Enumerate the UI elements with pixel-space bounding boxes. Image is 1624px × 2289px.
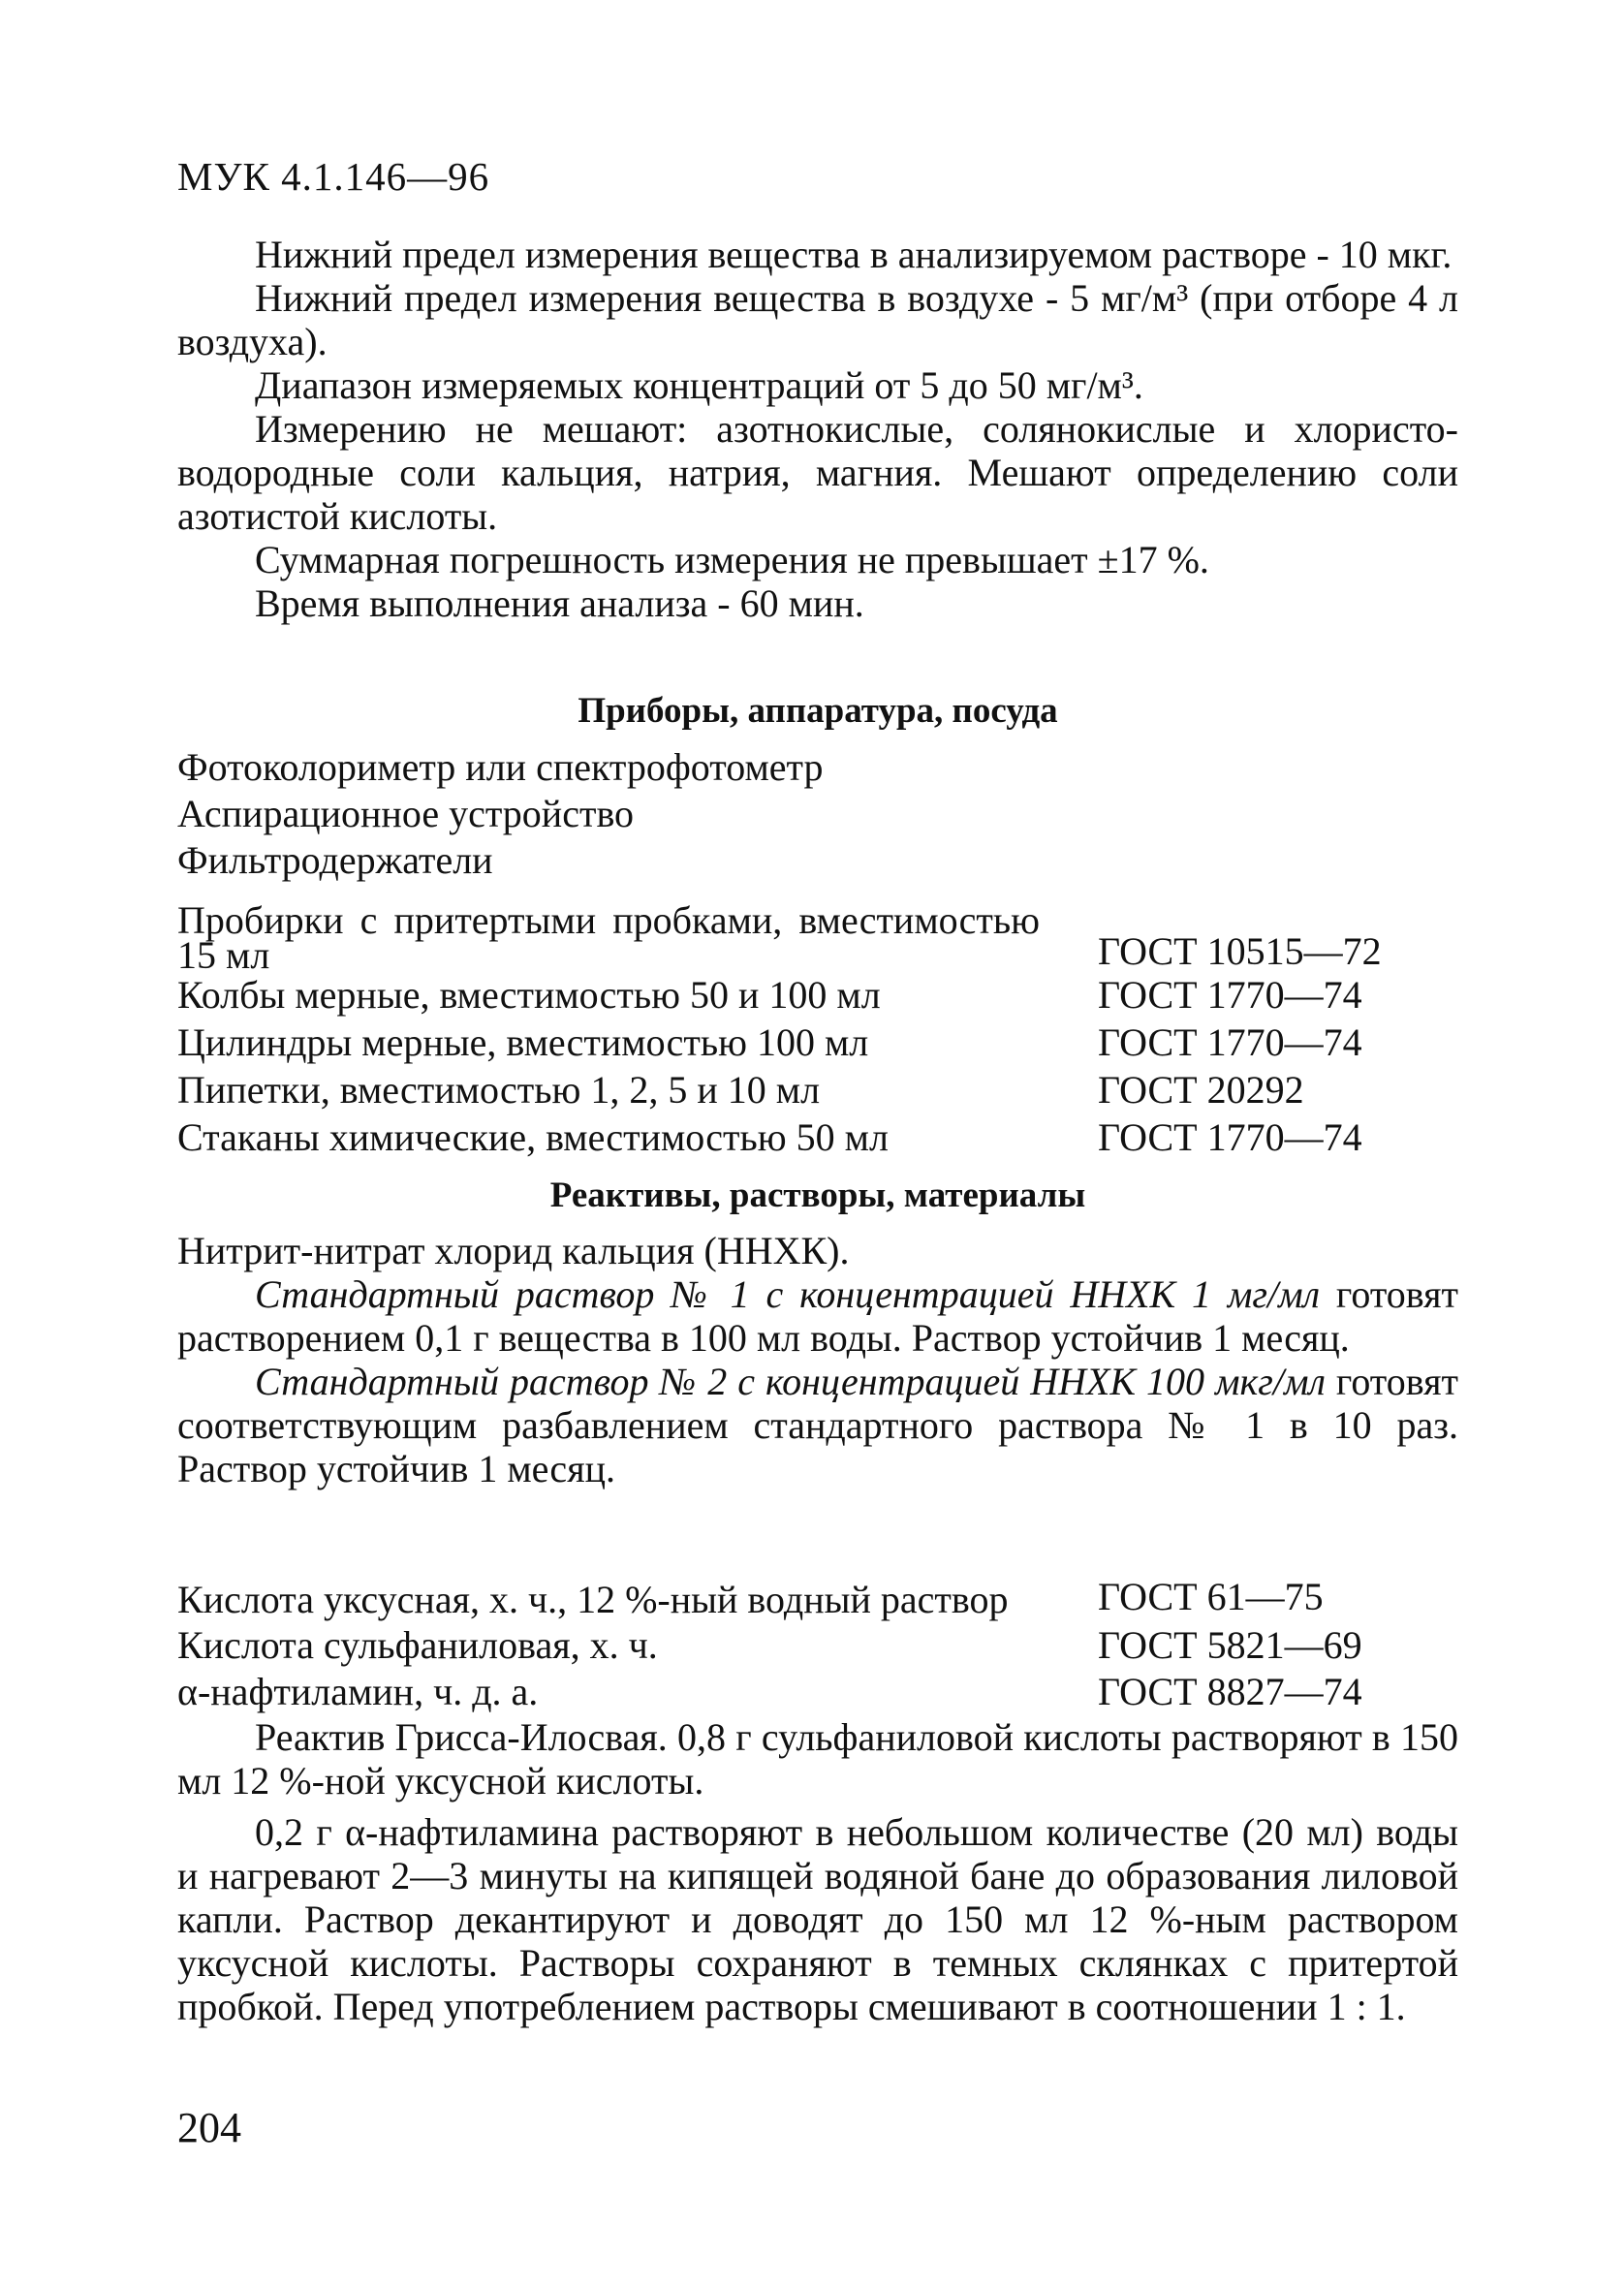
standard-solution-1 [177,1272,1458,1360]
equipment-name: Фотоколориметр или спектрофотометр [177,745,824,789]
intro-paragraph-5: Суммарная погрешность измерения не превышает ±17 %. [255,538,1209,581]
intro-paragraph-1: Нижний предел измерения вещества в анализируемом растворе - 10 мкг. [255,233,1452,276]
equipment-name: Цилиндры мерные, вместимостью 100 мл [177,1020,869,1064]
equipment-row [177,746,1458,789]
reagent-gost: ГОСТ 61—75 [1098,1575,1324,1618]
reagents-block-1 [177,1229,1458,1490]
equipment-gost: ГОСТ 10515—72 [1098,929,1382,973]
intro-paragraph-3: Диапазон измеряемых концентраций от 5 до 50 мг/м³. [255,363,1143,407]
intro-paragraph-6: Время выполнения анализа - 60 мин. [255,581,864,625]
equipment-name: Аспирационное устройство [177,792,635,835]
equipment-gost: ГОСТ 1770—74 [1098,973,1362,1017]
equipment-gost: ГОСТ 20292 [1098,1068,1304,1112]
section-title-equipment: Приборы, аппаратура, посуда [578,691,1058,731]
equipment-row [177,1069,1458,1112]
naphthylamine-paragraph: 0,2 г α-нафтиламина растворяют в небольшом количестве (20 мл) воды и нагревают 2—3 минуты на кипящей водяной бане до образования лиловой капли. Раствор декантируют и доводят до 150 мл 12 %-ным раствором уксусной кислоты. Растворы сохраняют в темных склянках с притертой пробкой. Перед употреблением растворы смешивают в соотношении 1 : 1. [177,1810,1458,2028]
reagent-row [177,1671,1458,1713]
standard-solution-2-text: готовят соответствующим разбавлением стандартного раствора № 1 в 10 раз. Раствор устойчив 1 месяц. [177,1360,1458,1490]
reagent-gost: ГОСТ 5821—69 [1098,1623,1362,1667]
standard-solution-1-text: готовят растворением 0,1 г вещества в 100 мл воды. Раствор устойчив 1 месяц. [177,1272,1459,1360]
standard-solution-2-title: Стандартный раствор № 2 с концентрацией ННХК 100 мкг/мл [255,1360,1326,1403]
equipment-name: Стаканы химические, вместимостью 50 мл [177,1115,889,1159]
equipment-row [177,839,1458,882]
intro-paragraph-4: Измерению не мешают: азотнокислые, солянокислые и хлористо-водородные соли кальция, натрия, магния. Мешают определению соли азотистой кислоты. [177,407,1458,538]
equipment-gost: ГОСТ 1770—74 [1098,1020,1362,1064]
reagent-row [177,1624,1458,1667]
intro-paragraph-2: Нижний предел измерения вещества в воздухе - 5 мг/м³ (при отборе 4 л воздуха). [177,276,1458,363]
section-title-reagents: Реактивы, растворы, материалы [549,1176,1086,1215]
standard-solution-1-title: Стандартный раствор № 1 с концентрацией ННХК 1 мг/мл [255,1272,1321,1316]
reagent-name: Кислота сульфаниловая, х. ч. [177,1623,658,1667]
equipment-name: Колбы мерные, вместимостью 50 и 100 мл [177,973,881,1017]
equipment-name: Пипетки, вместимостью 1, 2, 5 и 10 мл [177,1068,821,1112]
reagents-block-2 [177,1715,1458,2028]
griess-reagent-paragraph: Реактив Грисса-Илосвая. 0,8 г сульфаниловой кислоты растворяют в 150 мл 12 %-ной уксусной кислоты. [177,1715,1458,1803]
reagent-name: Кислота уксусная, х. ч., 12 %-ный водный раствор [177,1578,1009,1621]
standard-solution-2 [177,1360,1458,1490]
reagent-gost: ГОСТ 8827—74 [1098,1670,1362,1713]
equipment-row [177,974,1458,1017]
equipment-row [177,1116,1458,1159]
equipment-gost: ГОСТ 1770—74 [1098,1115,1362,1159]
document-code: МУК 4.1.146—96 [177,154,490,199]
equipment-name: Фильтродержатели [177,838,493,882]
reagent-name: α-нафтиламин, ч. д. а. [177,1670,539,1713]
equipment-name: Пробирки с притертыми пробками, вместимостью 15 мл [177,898,1040,977]
page-number: 204 [177,2104,241,2151]
equipment-row [177,890,1458,977]
reagent-paragraph: Нитрит-нитрат хлорид кальция (ННХК). [177,1229,850,1272]
reagent-row [177,1535,1458,1621]
equipment-row [177,1021,1458,1064]
intro-block [177,233,1458,625]
equipment-row [177,793,1458,835]
